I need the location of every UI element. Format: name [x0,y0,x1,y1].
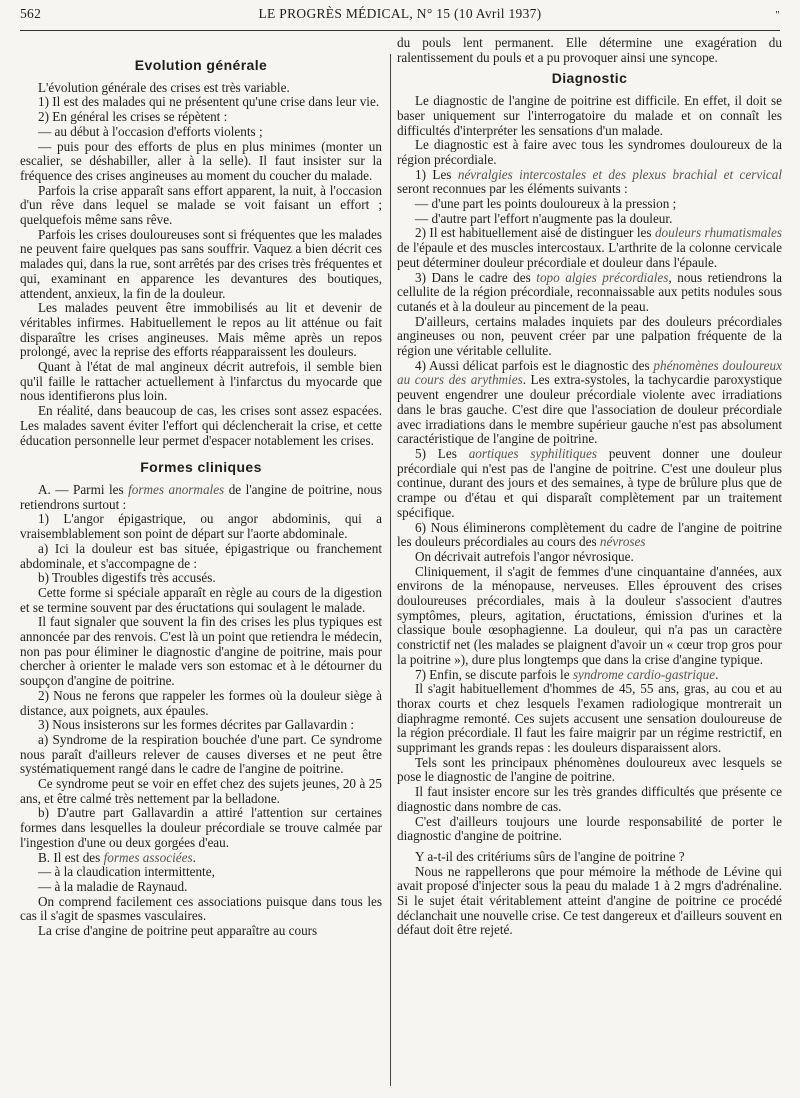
text-run: A. — Parmi les [38,481,129,497]
paragraph: Parfois la crise apparaît sans effort apparent, la nuit, à l'occasion d'un rêve dans lequel se malade se voit faisant un effort ; quelquefois même sans rêve. [20,182,382,228]
paragraph: 1) Il est des malades qui ne présentent qu'une crise dans leur vie. [38,94,380,110]
column-divider [390,54,391,1086]
section-heading-diagnostic: Diagnostic [551,70,628,87]
paragraph: Le diagnostic de l'angine de poitrine est difficile. En effet, il doit se baser uniquement sur l'interrogatoire du malade et on connaît les difficultés d'interpréter les sensations d'un malade. [397,93,782,138]
paragraph: — à la claudication intermittente, [38,864,215,880]
text-run: . Les extra-systoles, la tachycardie paroxystique peuvent engendrer une douleur précordiale violente avec irradiations dans le bras gauche. C'est dire que l'association de douleur précordiale avec irradiations dans le membre supérieur gauche n'est pas absolument caractéristique de l'angine de poitrine. [397,372,782,447]
paragraph [397,521,782,550]
header-rule [20,30,780,31]
paragraph: — à la maladie de Raynaud. [38,878,188,894]
paragraph: Quant à l'état de mal angineux décrit autrefois, il semble bien qu'il faille le rattacher actuellement à l'infarctus du myocarde que nous identifierons plus loin. [20,359,382,404]
paragraph: — au début à l'occasion d'efforts violents ; [38,123,263,139]
text-run: . [192,849,196,865]
paragraph: Ce syndrome peut se voir en effet chez des sujets jeunes, 20 à 25 ans, et être calmé très nettement par la belladone. [20,776,382,806]
text-run: 4) Aussi délicat parfois est le diagnostic des [415,357,654,373]
paragraph: Il faut insister encore sur les très grandes difficultés que présente ce diagnostic dans nombre de cas. [397,784,782,814]
paragraph: b) Troubles digestifs très accusés. [38,570,216,586]
paragraph: du pouls lent permanent. Elle détermine une exagération du ralentissement du pouls et a pu provoquer ainsi une syncope. [397,35,782,65]
paragraph: 1) L'angor épigastrique, ou angor abdominis, qui a vraisemblablement son point de départ sur l'aorte abdominale. [20,511,382,542]
text-run: 1) Les [415,166,458,182]
italic-term: névroses [599,534,646,550]
italic-term: formes associées [103,849,193,865]
text-run: 3) Dans le cadre des [415,269,537,285]
text-run: 5) Les [415,445,469,461]
running-header [20,6,780,30]
paragraph: On décrivait autrefois l'angor névrosique. [415,548,634,564]
text-run: . [715,666,719,682]
italic-term: douleurs rhumatismales [654,225,782,241]
text-run: peuvent donner une douleur précordiale qui n'est pas de l'angine de poitrine. C'est une douleur plus continue, durant des jours et des semaines, à type de brûlure plus que de crampe ou d'étau et qui disparaît complètement par un traitement spécifique. [397,445,782,520]
paragraph: Parfois les crises douloureuses sont si fréquentes que les malades ne peuvent faire quelques pas sans souffrir. Vaquez a bien décrit ces malades qui, dans la rue, sont arrêtés par des crises très fréquentes et qui, examinant en apparence les devantures des boutiques, attendent, anxieux, la fin de la douleur. [20,226,382,301]
italic-term: syndrome cardio-gastrique [572,666,716,682]
text-run: de l'épaule et des muscles intercostaux. L'arthrite de la colonne cervicale peut déterminer douleur précordiale et douleur dans l'épaule. [397,240,782,270]
page-number: 562 [20,6,42,21]
italic-term: névralgies intercostales et des plexus brachial et cervical [457,166,782,182]
right-column [397,36,782,938]
italic-term: phénomènes douloureux au cours des arythmies [397,357,782,388]
paragraph: En réalité, dans beaucoup de cas, les crises sont assez espacées. Les malades savent éviter l'effort qui déclencherait la crise, et cette éducation personnelle leur permet d'espacer notablement les crises. [20,403,382,448]
paragraph: Nous ne rappellerons que pour mémoire la méthode de Lévine qui avait proposé d'injecter sous la peau du malade 1 à 2 mgrs d'adrénaline. Si le sujet était véritablement atteint d'angine de poitrine ce procédé déclanchait une nouvelle crise. Ce test dangereux et d'ailleurs souvent en défaut doit être rejeté. [397,863,782,938]
paragraph: Tels sont les principaux phénomènes douloureux avec lesquels se pose le diagnostic de l'angine de poitrine. [397,754,782,785]
section-heading-evolution: Evolution générale [134,57,268,73]
italic-term: topo algies précordiales [536,269,669,285]
text-run: 2) Il est habituellement aisé de distinguer les [415,225,655,241]
left-column [20,56,382,939]
text-run: de l'angine de poitrine, nous retiendrons surtout : [20,481,382,512]
text-run: B. Il est des [38,849,104,865]
text-run: seront reconnues par les éléments suivants : [397,181,628,197]
paragraph: Y a-t-il des critériums sûrs de l'angine de poitrine ? [415,848,685,864]
paragraph [20,483,382,512]
paragraph: a) Ici la douleur est bas située, épigastrique ou franchement abdominale, et s'accompagne de : [20,540,382,571]
paragraph: 2) En général les crises se répètent : [38,109,228,125]
paragraph [397,226,782,270]
paragraph [20,851,382,866]
paragraph: On comprend facilement ces associations puisque dans tous les cas il s'agit de spasmes vasculaires. [20,893,382,924]
paragraph [397,271,782,315]
paragraph [397,447,782,521]
paragraph: 2) Nous ne ferons que rappeler les formes où la douleur siège à distance, aux poignets, aux épaules. [20,687,382,718]
paragraph: L'évolution générale des crises est très variable. [38,79,290,95]
italic-term: formes anormales [128,481,225,497]
paragraph: Les malades peuvent être immobilisés au lit et devenir de véritables infirmes. Habituellement le repos au lit atténue ou fait disparaître les crises angineuses. Mais même après un repos prolongé, avec la reprise des efforts réapparaissent les douleurs. [20,300,382,360]
section-heading-formes: Formes cliniques [140,459,262,476]
paragraph [397,668,782,683]
paragraph: Le diagnostic est à faire avec tous les syndromes douloureux de la région précordiale. [397,137,782,167]
paragraph: — d'autre part l'effort n'augmente pas la douleur. [415,210,673,226]
paragraph: Il s'agit habituellement d'hommes de 45, 55 ans, gras, au cou et au thorax courts et chez lesquels l'examen radiologique montrerait un diaphragme remonté. Ces sujets accusent une sensation douloureuse de la région précordiale. Il faut les faire maigrir par un régime restrictif, en supprimant les grands repas : les douleurs disparaissent alors. [397,681,782,756]
paragraph: — puis pour des efforts de plus en plus minimes (monter un escalier, se déshabiller, aller à la selle). Il faut insister sur la fréquence des crises angineuses au moment du coucher du malade. [20,138,382,183]
paragraph: 3) Nous insisterons sur les formes décrites par Gallavardin : [38,717,355,733]
paragraph [397,168,782,197]
italic-term: aortiques syphilitiques [468,445,597,461]
paragraph: a) Syndrome de la respiration bouchée d'une part. Ce syndrome nous paraît d'ailleurs relever de causes diverses et ne peut être systématiquement rangé dans le cadre de l'angine de poitrine. [20,731,382,777]
paragraph: Cette forme si spéciale apparaît en règle au cours de la digestion et se termine souvent par des éructations qui soulagent le malade. [20,584,382,615]
corner-mark: " [775,9,780,21]
paragraph: Il faut signaler que souvent la fin des crises les plus typiques est annoncée par des renvois. C'est là un point que retiendra le médecin, non pas pour éliminer le diagnostic d'angine de poitrine, mais pour chercher à orienter le malade vers son estomac et à le détourner du soupçon d'angine de poitrine. [20,614,382,689]
paragraph: b) D'autre part Gallavardin a attiré l'attention sur certaines formes dans lesquelles la douleur précordiale se trouve calmée par l'ingestion d'une ou deux gorgées d'eau. [20,805,382,850]
text-run: 6) Nous éliminerons complètement du cadre de l'angine de poitrine les douleurs précordiales au cours des [397,519,782,550]
paragraph: D'ailleurs, certains malades inquiets par des douleurs précordiales angineuses ou non, peuvent créer par une palpation fréquente de la région une véritable cellulite. [397,313,782,359]
running-title: LE PROGRÈS MÉDICAL, N° 15 (10 Avril 1937) [258,6,542,21]
paragraph [397,359,782,447]
text-run: 7) Enfin, se discute parfois le [415,666,573,682]
paragraph: — d'une part les points douloureux à la pression ; [415,196,677,212]
paragraph: C'est d'ailleurs toujours une lourde responsabilité de porter le diagnostic d'angine de poitrine. [397,813,782,844]
text-run: , nous retiendrons la cellulite de la région précordiale, reconnaissable aux petits nodules sous cutanés et à la douleur au pincement de la peau. [397,269,782,314]
paragraph: Cliniquement, il s'agit de femmes d'une cinquantaine d'années, aux environs de la ménopause, nerveuses. Elles éprouvent des crises douloureuses précordiales, mais à la douleur s'associent d'autres symptômes, pleurs, agitation, éructations, émission d'urines et la classique boule œsophagienne. La douleur, qui n'a pas un caractère constrictif net (les malades se plaignent d'avoir un « cœur trop gros pour la poitrine »), dure plus longtemps que dans la crise d'angine typique. [397,563,782,667]
paragraph: La crise d'angine de poitrine peut apparaître au cours [38,923,318,939]
